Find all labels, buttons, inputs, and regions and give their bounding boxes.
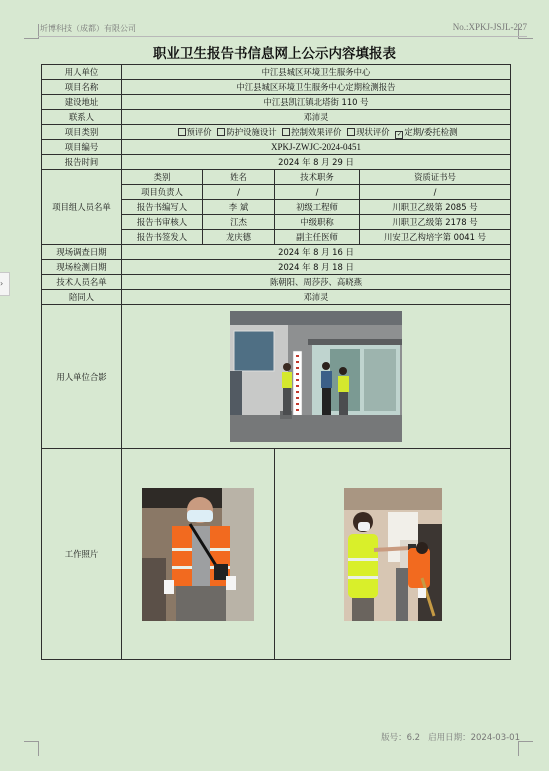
- project-name-value: 中江县城区环境卫生服务中心定期检测报告: [122, 80, 511, 95]
- checkbox-icon[interactable]: [178, 128, 186, 136]
- work-photo-left: [142, 488, 254, 621]
- effective-date: 启用日期：2024-03-01: [428, 733, 520, 743]
- company-header: 圻博科技（成都）有限公司: [40, 24, 136, 33]
- group-photo-image: [230, 311, 402, 442]
- checkbox-icon[interactable]: [347, 128, 355, 136]
- work-photo-right: [344, 488, 442, 621]
- side-collapse-tab[interactable]: ›: [0, 272, 10, 296]
- member-title: 中级职称: [275, 215, 360, 230]
- work-photo-right-image: [344, 488, 442, 621]
- address-value: 中江县凯江镇北塔街 110 号: [122, 95, 511, 110]
- version-number: 版号：6.2: [381, 733, 421, 743]
- member-name: 江杰: [203, 215, 275, 230]
- member-title: /: [275, 185, 360, 200]
- header-divider: [38, 36, 527, 37]
- project-no-value: XPKJ-ZWJC-2024-0451: [122, 140, 511, 155]
- team-header-name: 姓名: [203, 170, 275, 185]
- investigation-date-value: 2024 年 8 月 16 日: [122, 245, 511, 260]
- document-number: No.:XPKJ-JSJL-227: [452, 22, 527, 32]
- footer: [373, 731, 520, 743]
- project-type-label: 项目类别: [42, 125, 122, 140]
- accompany-label: 陪同人: [42, 290, 122, 305]
- investigation-date-label: 现场调查日期: [42, 245, 122, 260]
- crop-mark: [518, 741, 533, 756]
- project-name-label: 项目名称: [42, 80, 122, 95]
- technicians-label: 技术人员名单: [42, 275, 122, 290]
- work-photo-left-image: [142, 488, 254, 621]
- option-periodic-testing[interactable]: [392, 127, 457, 137]
- checkbox-checked-icon[interactable]: ✓: [396, 130, 402, 138]
- row-report-date: [42, 155, 511, 170]
- team-header-title: 技术职务: [275, 170, 360, 185]
- team-label: 项目组人员名单: [42, 170, 122, 245]
- employer-label: 用人单位: [42, 65, 122, 80]
- option-label: 预评价: [186, 126, 212, 137]
- group-photo-cell: [122, 305, 511, 449]
- contact-label: 联系人: [42, 110, 122, 125]
- member-name: /: [203, 185, 275, 200]
- row-employer: [42, 65, 511, 80]
- group-photo: [230, 311, 402, 442]
- option-control-effect[interactable]: [279, 127, 341, 137]
- option-label: 防护设施设计: [226, 126, 277, 137]
- team-header-category: 类别: [122, 170, 203, 185]
- sampling-date-value: 2024 年 8 月 18 日: [122, 260, 511, 275]
- work-photo-cell-left: [122, 449, 275, 660]
- technicians-value: 陈朝阳、周莎莎、高晓燕: [122, 275, 511, 290]
- work-photo-cell-right: [275, 449, 511, 660]
- crop-mark: [24, 741, 39, 756]
- option-label: 定期/委托检测: [404, 126, 458, 137]
- project-no-label: 项目编号: [42, 140, 122, 155]
- crop-mark: [24, 24, 39, 39]
- member-name: 龙庆德: [203, 230, 275, 245]
- member-title: 初级工程师: [275, 200, 360, 215]
- option-status-evaluation[interactable]: [344, 127, 390, 137]
- contact-value: 邓沛灵: [122, 110, 511, 125]
- row-project-type: [42, 125, 511, 140]
- report-date-value: 2024 年 8 月 29 日: [122, 155, 511, 170]
- row-project-name: [42, 80, 511, 95]
- row-address: [42, 95, 511, 110]
- member-cert: 川职卫乙级第 2085 号: [360, 200, 511, 215]
- option-label: 现状评价: [356, 126, 390, 137]
- row-technicians: [42, 275, 511, 290]
- member-cert: 川安卫乙构培字第 0041 号: [360, 230, 511, 245]
- member-cert: /: [360, 185, 511, 200]
- accompany-value: 邓沛灵: [122, 290, 511, 305]
- member-category: 项目负责人: [122, 185, 203, 200]
- form-title: 职业卫生报告书信息网上公示内容填报表: [153, 46, 396, 62]
- option-label: 控制效果评价: [291, 126, 342, 137]
- checkbox-icon[interactable]: [217, 128, 225, 136]
- option-pre-evaluation[interactable]: [175, 127, 212, 137]
- member-category: 报告书编写人: [122, 200, 203, 215]
- team-header-cert: 资质证书号: [360, 170, 511, 185]
- option-protection-design[interactable]: [214, 127, 276, 137]
- project-type-options: [122, 125, 511, 140]
- work-photo-label: 工作照片: [42, 449, 122, 660]
- row-sampling-date: [42, 260, 511, 275]
- member-category: 报告书签发人: [122, 230, 203, 245]
- employer-value: 中江县城区环境卫生服务中心: [122, 65, 511, 80]
- row-project-no: [42, 140, 511, 155]
- row-accompany: [42, 290, 511, 305]
- member-cert: 川职卫乙级第 2178 号: [360, 215, 511, 230]
- checkbox-icon[interactable]: [282, 128, 290, 136]
- address-label: 建设地址: [42, 95, 122, 110]
- member-category: 报告书审核人: [122, 215, 203, 230]
- row-group-photo: [42, 305, 511, 449]
- group-photo-label: 用人单位合影: [42, 305, 122, 449]
- sampling-date-label: 现场检测日期: [42, 260, 122, 275]
- report-date-label: 报告时间: [42, 155, 122, 170]
- member-name: 李 斌: [203, 200, 275, 215]
- disclosure-form-table: [41, 64, 511, 660]
- row-contact: [42, 110, 511, 125]
- row-investigation-date: [42, 245, 511, 260]
- row-work-photos: [42, 449, 511, 660]
- member-title: 副主任医师: [275, 230, 360, 245]
- team-header-row: [42, 170, 511, 185]
